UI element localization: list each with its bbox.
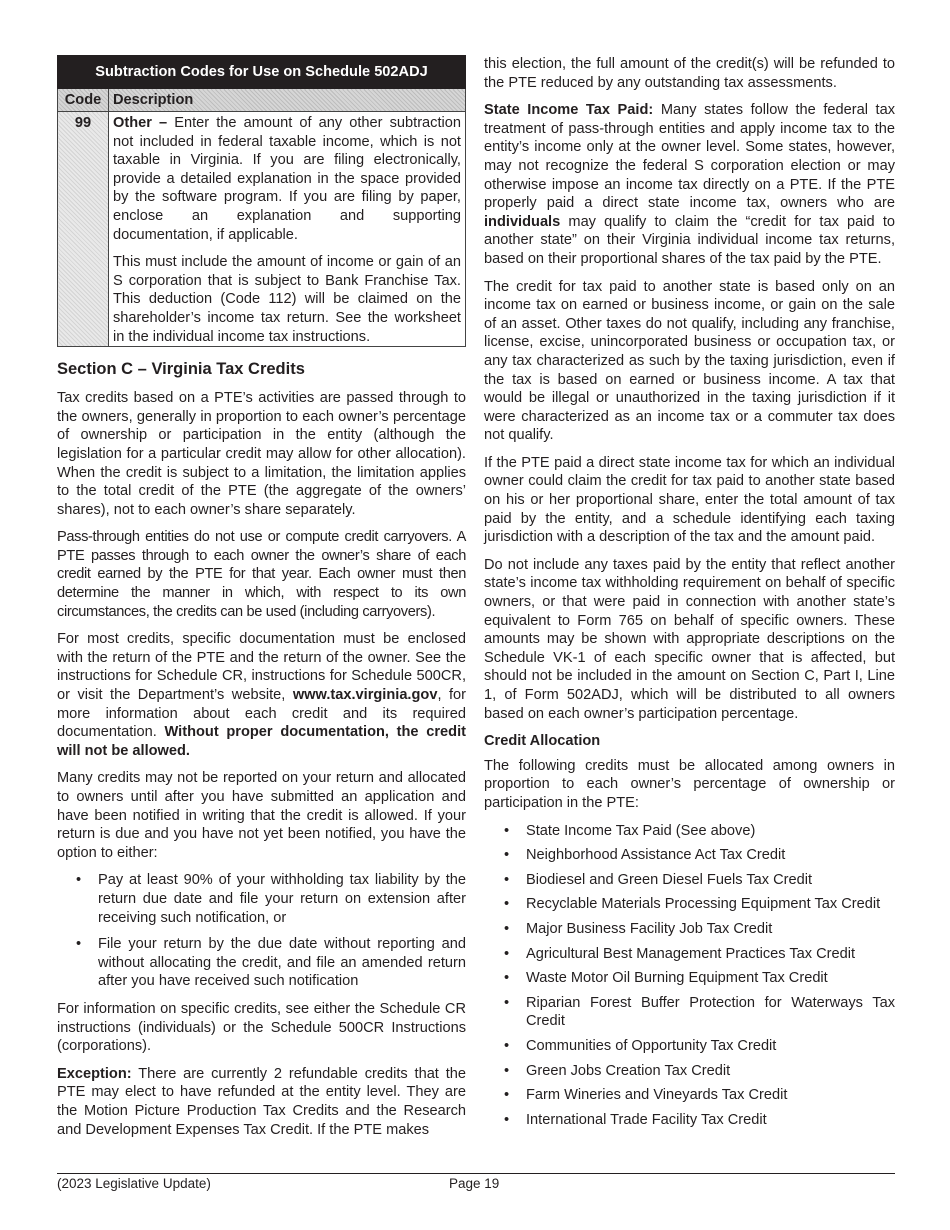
description-para-1: Other – Enter the amount of any other subtraction not included in federal taxable income, which is not taxable in Virginia. If you are filing electronically, provide a detailed explanation in the space provided by the software program. If you are filing by paper, enclose an explanation and supporting documentation, if applicable.: [113, 115, 461, 243]
website-link[interactable]: www.tax.virginia.gov: [292, 687, 438, 704]
footer-edition: (2023 Legislative Update): [57, 1176, 211, 1191]
credits-list: [484, 822, 895, 1130]
options-list: [57, 871, 466, 991]
left-column: [57, 55, 466, 1148]
code-cell: 99: [58, 112, 109, 347]
credit-allocation-intro: The following credits must be allocated among owners in proportion to each owner’s percentage of ownership or participation in the PTE:: [484, 757, 895, 811]
list-item: • International Trade Facility Tax Credit: [526, 1111, 895, 1130]
table-row: [58, 112, 466, 347]
direct-tax-para: If the PTE paid a direct state income tax for which an individual owner could claim the credit for tax paid to another state based on his or her proportional share, enter the total amount of tax paid by the entity, and a schedule identifying each taxing jurisdiction with a description of the tax and the amount paid.: [484, 454, 895, 546]
list-item: • Riparian Forest Buffer Protection for Waterways Tax Credit: [526, 994, 895, 1031]
list-item: • Farm Wineries and Vineyards Tax Credit: [526, 1086, 895, 1105]
section-c-para-5: For information on specific credits, see either the Schedule CR instructions (individuals) or the Schedule 500CR Instructions (corporations).: [57, 1000, 466, 1055]
credit-basis-para: The credit for tax paid to another state is based only on an income tax on earned or business income, or gain on the sale of an asset. Other taxes do not qualify, including any franchise, license, excise, unincorporated business or occupation tax, or any tax characterized as such by the taxing jurisdiction, even if the tax is based on earned or business income. A tax that would be illegal or unauthorized in the taxing jurisdiction if it were characterized as an income tax or a commuter tax does not qualify.: [484, 278, 895, 444]
list-item: • Waste Motor Oil Burning Equipment Tax Credit: [526, 969, 895, 988]
description-lead: Other –: [113, 115, 168, 131]
list-item: • State Income Tax Paid (See above): [526, 822, 895, 841]
list-item: • Major Business Facility Job Tax Credit: [526, 920, 895, 939]
list-item: • Recyclable Materials Processing Equipment Tax Credit: [526, 895, 895, 914]
section-c-para-2: Pass-through entities do not use or compute credit carryovers. A PTE passes through to each owner the owner’s share of each credit earned by the PTE for that year. Each owner must then determine the manner in which, with respect to its own circumstances, the credits can be used (including carryovers).: [57, 529, 466, 620]
section-c-heading: Section C – Virginia Tax Credits: [57, 360, 305, 379]
right-column: [484, 55, 895, 1138]
exception-para: Exception: There are currently 2 refundable credits that the PTE may elect to have refunded at the entity level. They are the Motion Picture Production Tax Credits and the Research and Development Expenses Tax Credit. If the PTE makes: [57, 1065, 466, 1138]
description-cell: [109, 112, 466, 347]
table-title: Subtraction Codes for Use on Schedule 502ADJ: [58, 56, 466, 89]
credit-allocation-heading: Credit Allocation: [484, 733, 601, 750]
state-income-tax-para: State Income Tax Paid: Many states follow the federal tax treatment of pass-through entities and apply income tax to the entity’s income only at the owner level. Some states, however, may not recognize the federal S corporation election or may otherwise impose an income tax directly on a PTE. If the PTE properly paid a direct state income tax, owners who are individuals may qualify to claim the “credit for tax paid to another state” on their Virginia individual income tax returns, based on their proportional shares of the tax paid by the PTE.: [484, 102, 895, 267]
list-item: • Neighborhood Assistance Act Tax Credit: [526, 846, 895, 865]
column-header-description: Description: [109, 89, 466, 112]
section-c-para-4: Many credits may not be reported on your return and allocated to owners until after you have submitted an application and have been notified in writing that the credit is allowed. If your return is due and you have not yet been notified, you have the option to either:: [57, 770, 466, 861]
page-number: Page 19: [449, 1176, 500, 1191]
list-item: • Biodiesel and Green Diesel Fuels Tax Credit: [526, 871, 895, 890]
column-header-code: Code: [58, 89, 109, 112]
subtraction-codes-table: [57, 55, 466, 347]
list-item: • Pay at least 90% of your withholding tax liability by the return due date and file your return on extension after receiving such notification, or: [98, 871, 466, 927]
list-item: • File your return by the due date without reporting and without allocating the credit, and file an amended return after you have received such notification: [98, 935, 466, 991]
description-para-2: This must include the amount of income or gain of an S corporation that is subject to Bank Franchise Tax. This deduction (Code 112) will be claimed on the shareholder’s income tax return. See the worksheet in the individual income tax instructions.: [113, 254, 461, 345]
list-item: • Communities of Opportunity Tax Credit: [526, 1037, 895, 1056]
withholding-para: Do not include any taxes paid by the entity that reflect another state’s income tax withholding requirement on behalf of specific owners, or that were paid in connection with another state’s equivalent to Form 765 on behalf of specific owners. These amounts may be shown with appropriate descriptions on the Schedule VK-1 of each specific owner that is affected, but should not be included in the amount on Section C, Part I, Line 1, of Form 502ADJ, which will be distributed to all owners based on each owner’s participation percentage.: [484, 556, 895, 722]
list-item: • Green Jobs Creation Tax Credit: [526, 1062, 895, 1081]
footer-divider: [57, 1173, 895, 1174]
list-item: • Agricultural Best Management Practices Tax Credit: [526, 945, 895, 964]
election-para: this election, the full amount of the credit(s) will be refunded to the PTE reduced by any outstanding tax assessments.: [484, 56, 895, 91]
section-c-para-3: For most credits, specific documentation must be enclosed with the return of the PTE and the return of the owner. See the instructions for Schedule CR, instructions for Schedule 500CR, or visit the Department’s website, www.tax.virginia.gov, for more information about each credit and its required documentation. Without proper documentation, the credit will not be allowed.: [57, 631, 467, 759]
section-c-para-1: Tax credits based on a PTE’s activities are passed through to the owners, generally in proportion to each owner’s percentage of ownership or participation in the entity (although the legislation for a particular credit may allow for other allocation). When the credit is subject to a limitation, the limitation applies to the total credit of the PTE (the aggregate of the owners’ shares), not to each owner’s share separately.: [57, 390, 466, 518]
